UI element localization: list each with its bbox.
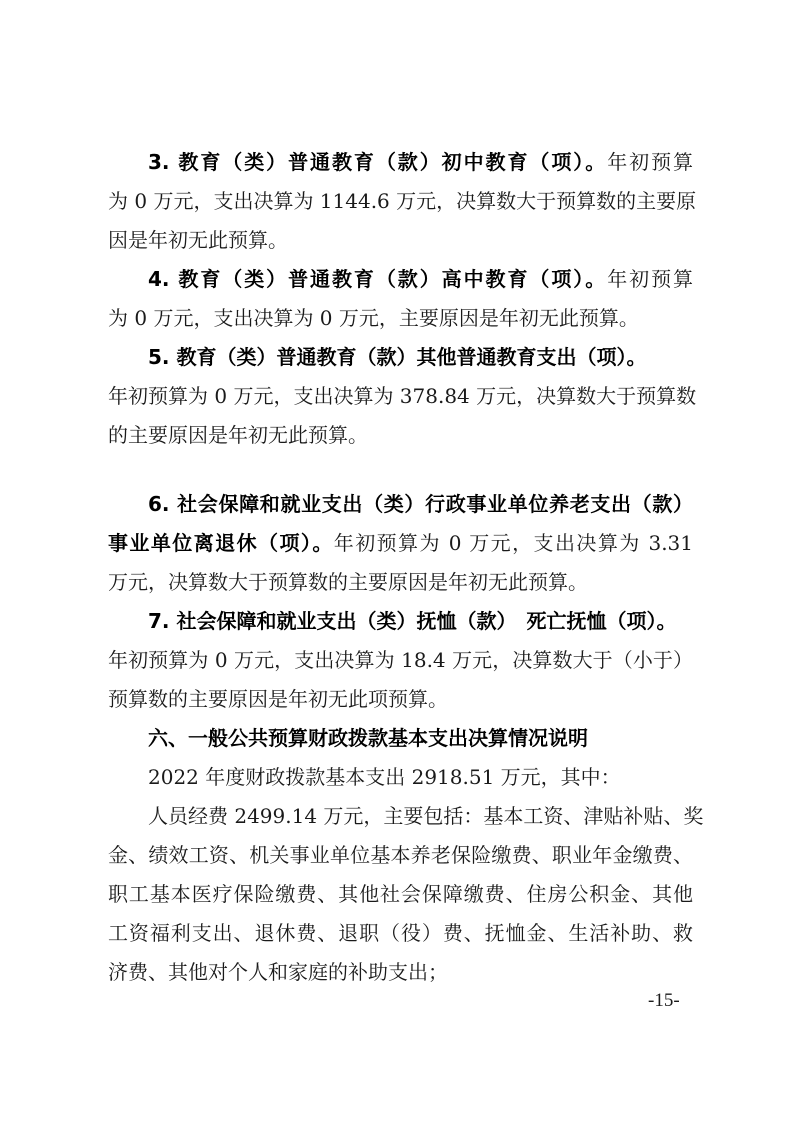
item-6-line-3: 万元，决算数大于预算数的主要原因是年初无此预算。 — [108, 570, 588, 594]
item-7-line-3: 预算数的主要原因是年初无此项预算。 — [108, 687, 448, 711]
section-six-title: 六、一般公共预算财政拨款基本支出决算情况说明 — [148, 726, 588, 750]
personnel-line-5: 济费、其他对个人和家庭的补助支出； — [108, 960, 448, 984]
item-4-text: 年初预算 — [607, 267, 694, 291]
item-3-first-line — [148, 149, 693, 175]
page-number: -15- — [648, 990, 680, 1011]
personnel-line-3: 职工基本医疗保险缴费、其他社会保障缴费、住房公积金、其他 — [108, 882, 693, 906]
personnel-line-4: 工资福利支出、退休费、退职（役）费、抚恤金、生活补助、救 — [108, 921, 693, 945]
item-3-heading: 3. 教育（类）普通教育（款）初中教育（项）。 — [148, 150, 608, 174]
item-6-heading-line-1: 6. 社会保障和就业支出（类）行政事业单位养老支出（款） — [148, 492, 693, 516]
item-6-line-2 — [108, 530, 693, 556]
section-six-summary: 2022 年度财政拨款基本支出 2918.51 万元，其中： — [148, 765, 621, 789]
item-5-heading: 5. 教育（类）普通教育（款）其他普通教育支出（项）。 — [148, 345, 647, 369]
item-5-first-line — [148, 344, 693, 370]
item-4-heading: 4. 教育（类）普通教育（款）高中教育（项）。 — [148, 267, 608, 291]
item-3-line-3: 因是年初无此预算。 — [108, 228, 288, 252]
item-7-line-2: 年初预算为 0 万元，支出决算为 18.4 万元，决算数大于（小于） — [108, 648, 693, 672]
item-3-line-2: 为 0 万元，支出决算为 1144.6 万元，决算数大于预算数的主要原 — [108, 189, 697, 213]
item-4-line-2: 为 0 万元，支出决算为 0 万元，主要原因是年初无此预算。 — [108, 306, 639, 330]
item-4-first-line — [148, 266, 693, 292]
item-6-text: 年初预算为 0 万元，支出决算为 3.31 — [333, 531, 694, 555]
item-7-heading: 7. 社会保障和就业支出（类）抚恤（款） 死亡抚恤（项）。 — [148, 609, 677, 633]
item-5-line-3: 的主要原因是年初无此预算。 — [108, 423, 368, 447]
personnel-line-2: 金、绩效工资、机关事业单位基本养老保险缴费、职业年金缴费、 — [108, 843, 693, 867]
item-5-line-2: 年初预算为 0 万元，支出决算为 378.84 万元，决算数大于预算数 — [108, 384, 697, 408]
item-3-text: 年初预算 — [607, 150, 694, 174]
item-6-heading-line-2: 事业单位离退休（项）。 — [108, 531, 334, 555]
personnel-line-1: 人员经费 2499.14 万元，主要包括：基本工资、津贴补贴、奖 — [148, 804, 704, 828]
